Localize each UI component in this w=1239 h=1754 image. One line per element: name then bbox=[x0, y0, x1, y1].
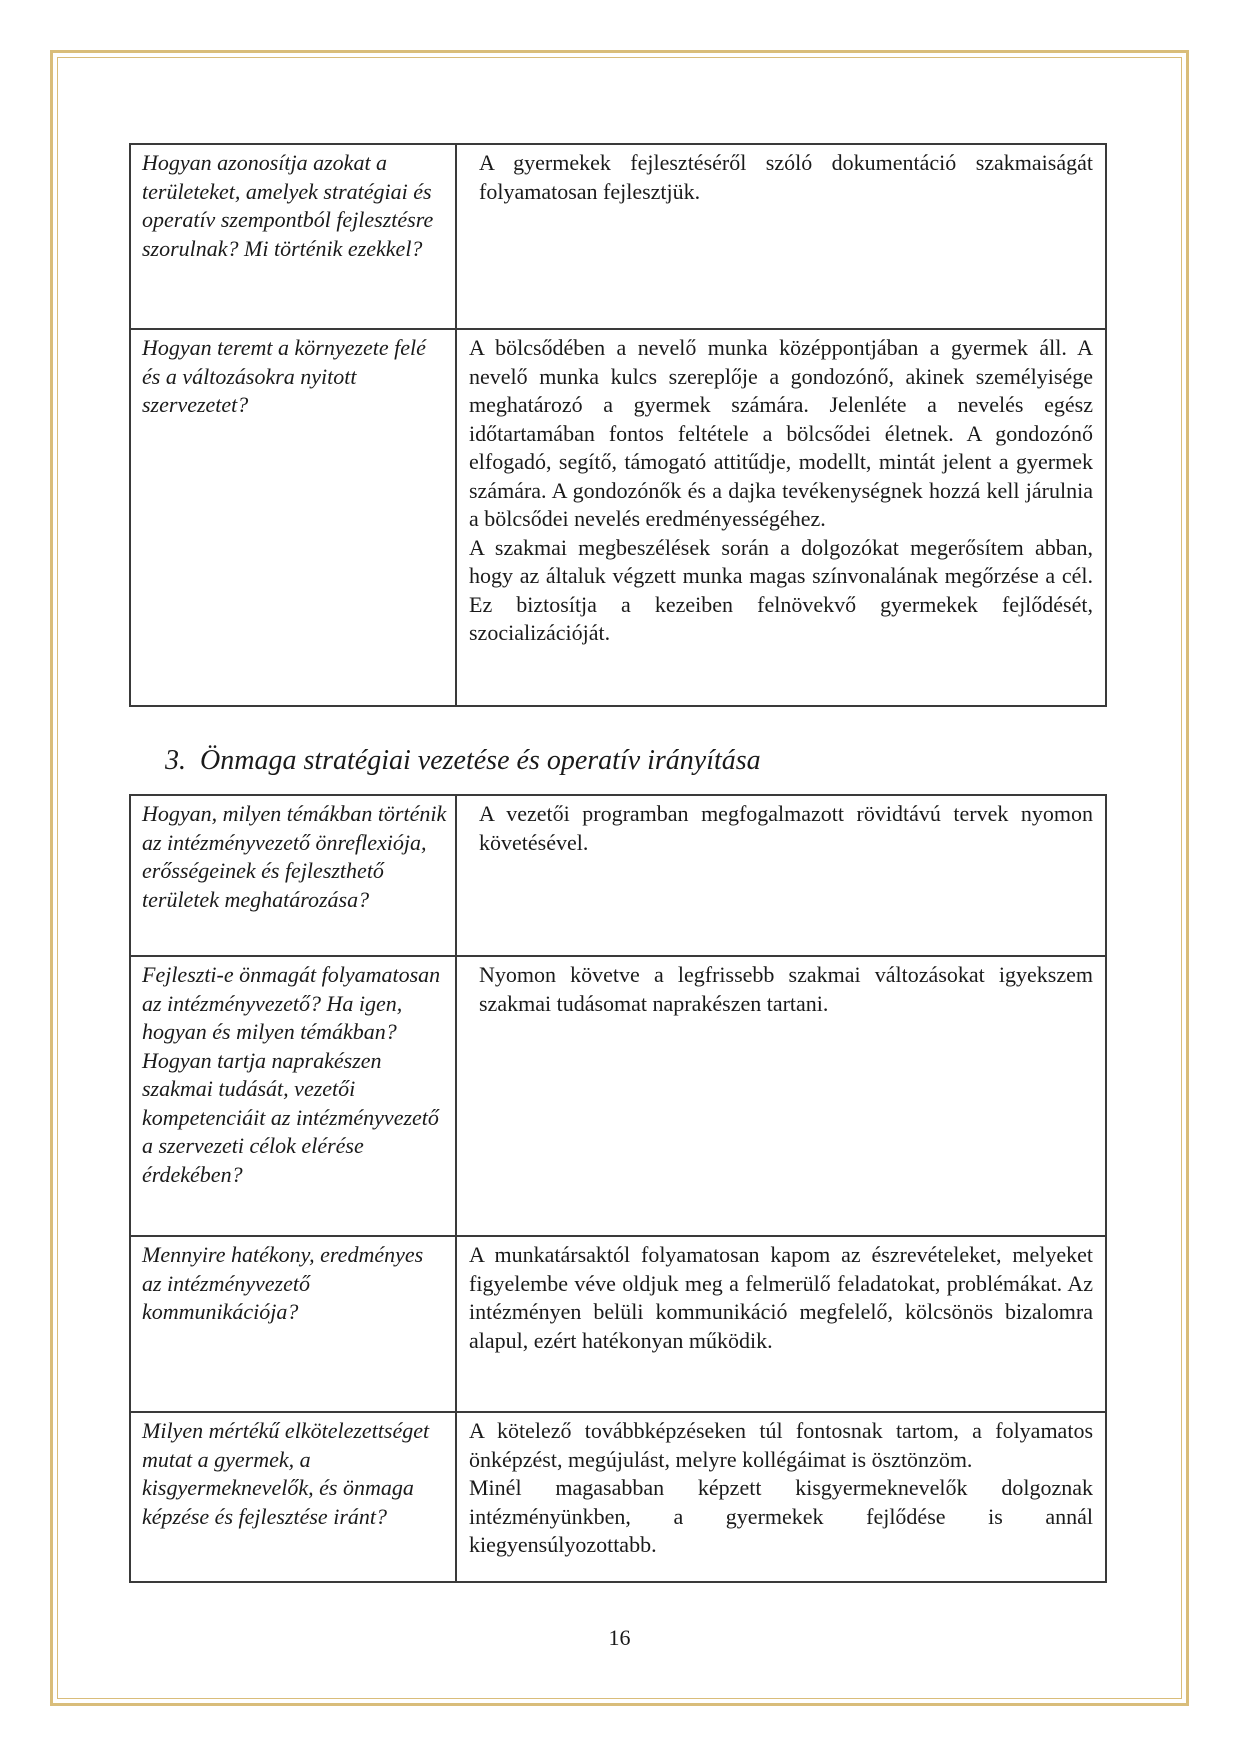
answer-cell bbox=[456, 1412, 1106, 1582]
answer-cell bbox=[456, 144, 1106, 329]
answer-cell bbox=[456, 329, 1106, 706]
table-row bbox=[130, 329, 1106, 706]
section-heading bbox=[165, 745, 761, 777]
qa-table-leadership bbox=[129, 143, 1107, 707]
page-number: 16 bbox=[608, 1625, 631, 1650]
question-cell: Milyen mértékű elkötelezettséget mutat a gyermek, a kisgyermeknevelők, és önmaga képzése és fejlesztése iránt? bbox=[130, 1412, 456, 1582]
answer-paragraph: A vezetői programban megfogalmazott rövidtávú tervek nyomon követésével. bbox=[479, 801, 1093, 855]
question-cell: Mennyire hatékony, eredményes az intézményvezető kommunikációja? bbox=[130, 1236, 456, 1412]
answer-cell bbox=[456, 956, 1106, 1236]
table-row bbox=[130, 1412, 1106, 1582]
answer-paragraph: A bölcsődében a nevelő munka középpontjában a gyermek áll. A nevelő munka kulcs szereplője a gondozónő, akinek személyisége meghatározó a gyermek számára. Jelenléte a nevelés egész időtartamában fontos feltétele a bölcsődei életnek. A gondozónő elfogadó, segítő, támogató attitűdje, modellt, mintát jelent a gyermek számára. A gondozónők és a dajka tevékenységnek hozzá kell járulnia a bölcsődei nevelés eredményességéhez. bbox=[469, 335, 1093, 531]
answer-paragraph: A gyermekek fejlesztéséről szóló dokumentáció szakmaiságát folyamatosan fejlesztjük. bbox=[479, 150, 1093, 204]
answer-paragraph: Minél magasabban képzett kisgyermeknevelők dolgoznak intézményünkben, a gyermekek fejlődése is annál kiegyensúlyozottabb. bbox=[469, 1475, 1093, 1557]
question-cell: Fejleszti-e önmagát folyamatosan az intézményvezető? Ha igen, hogyan és milyen témákban? Hogyan tartja naprakészen szakmai tudását, vezetői kompetenciáit az intézményvezető a szervezeti célok elérése érdekében? bbox=[130, 956, 456, 1236]
section-title: Önmaga stratégiai vezetése és operatív irányítása bbox=[200, 745, 761, 776]
table-row bbox=[130, 795, 1106, 956]
table-row bbox=[130, 144, 1106, 329]
section-number: 3. bbox=[165, 745, 186, 776]
qa-table-self-management bbox=[129, 794, 1107, 1583]
answer-paragraph: Nyomon követve a legfrissebb szakmai változásokat igyekszem szakmai tudásomat naprakészen tartani. bbox=[479, 962, 1093, 1016]
answer-cell bbox=[456, 1236, 1106, 1412]
answer-paragraph: A munkatársaktól folyamatosan kapom az észrevételeket, melyeket figyelembe véve oldjuk meg a felmerülő feladatokat, problémákat. Az intézményen belüli kommunikáció megfelelő, kölcsönös bizalomra alapul, ezért hatékonyan működik. bbox=[469, 1242, 1093, 1353]
answer-paragraph: A kötelező továbbképzéseken túl fontosnak tartom, a folyamatos önképzést, megújulást, melyre kollégáimat is ösztönzöm. bbox=[469, 1418, 1093, 1472]
question-cell: Hogyan, milyen témákban történik az intézményvezető önreflexiója, erősségeinek és fejleszthető területek meghatározása? bbox=[130, 795, 456, 956]
question-cell: Hogyan teremt a környezete felé és a változásokra nyitott szervezetet? bbox=[130, 329, 456, 706]
table-row bbox=[130, 1236, 1106, 1412]
answer-paragraph: A szakmai megbeszélések során a dolgozókat megerősítem abban, hogy az általuk végzett munka magas színvonalának megőrzése a cél. Ez biztosítja a kezeiben felnövekvő gyermekek fejlődését, szocializációját. bbox=[469, 534, 1093, 645]
table-row bbox=[130, 956, 1106, 1236]
question-cell: Hogyan azonosítja azokat a területeket, amelyek stratégiai és operatív szempontból fejlesztésre szorulnak? Mi történik ezekkel? bbox=[130, 144, 456, 329]
answer-cell bbox=[456, 795, 1106, 956]
